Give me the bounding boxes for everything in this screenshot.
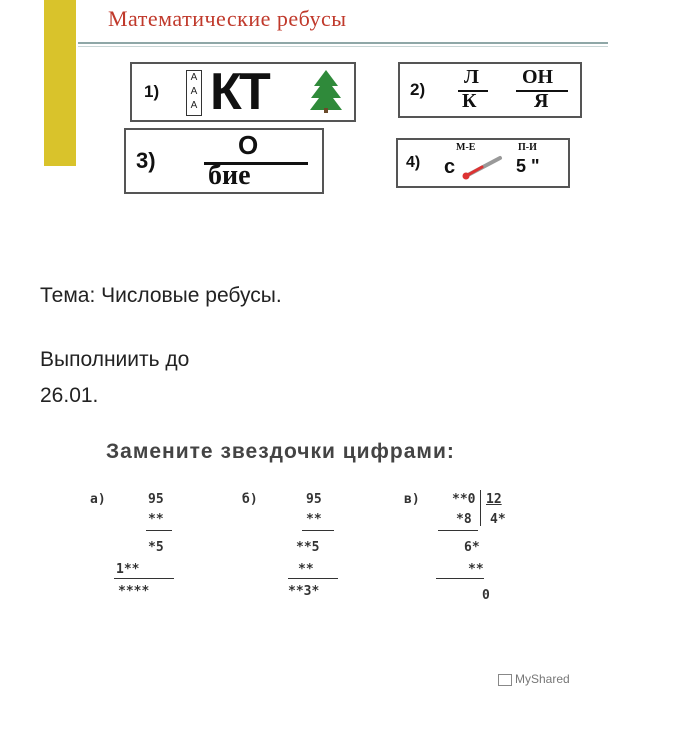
task-a-row: *5 [148,540,164,555]
watermark-text: MyShared [515,672,570,686]
task-b-line [288,578,338,579]
slide-accent-bar [44,0,76,166]
task-b-row: 95 [306,492,322,507]
task-c-divisor: 12 [486,492,502,507]
puzzle-1-number: 1) [144,82,160,101]
puzzle-3-numerator: О [238,130,259,160]
task-a-row: 1** [116,562,140,577]
lesson-theme: Тема: Числовые ребусы. [40,284,282,307]
task-b-row: **5 [296,540,320,555]
task-a-row: **** [118,584,150,599]
task-b-row: ** [298,562,314,577]
task-c-label: в) [404,492,420,507]
puzzle-3 [124,128,324,194]
task-c-row: 0 [482,588,490,603]
task-c-dividend: **0 [452,492,476,507]
puzzle-4-number: 4) [406,154,421,171]
task-b-row: ** [306,512,322,527]
title-divider [78,42,608,44]
puzzle-2 [398,62,582,118]
slide-title: Математические ребусы [108,6,347,31]
task-title: Замените звездочки цифрами: [106,440,455,463]
puzzle-2-number: 2) [410,80,426,99]
puzzle-2-bottom-left: К [462,90,477,112]
task-a-line [114,578,174,579]
stacked-a-glyphs: A A A [186,70,226,114]
puzzle-2-bottom-right: Я [534,90,549,112]
task-a-label: а) [90,492,106,507]
division-bar [480,490,481,526]
task-b-line [302,530,334,531]
puzzle-3-denominator: бие [208,160,251,191]
thermometer-icon [460,154,504,180]
task-c-line [438,530,478,531]
puzzle-4-right: 5 " [516,156,540,176]
lesson-deadline-date: 26.01. [40,384,99,407]
puzzle-3-number: 3) [136,148,156,173]
puzzle-4 [396,138,570,188]
task-a-row: ** [148,512,164,527]
title-divider-thin [78,46,608,47]
tree-icon [308,68,344,114]
puzzle-2-top-left: Л [464,66,479,88]
task-a-line [146,530,172,531]
task-c-line [436,578,484,579]
task-c-row: ** [468,562,484,577]
puzzle-4-top-left: М-Е [456,142,476,153]
puzzle-2-top-right: ОН [522,66,554,88]
task-c-row: *8 [456,512,472,527]
task-b-row: **3* [288,584,320,599]
puzzle-1 [130,62,356,122]
task-b-label: б) [242,492,258,507]
puzzle-4-letter: с [444,156,456,178]
task-c-row: 6* [464,540,480,555]
myshared-logo-icon [498,674,512,686]
task-a-row: 95 [148,492,164,507]
puzzle-1-letters: КТ [210,63,267,121]
task-c-quotient: 4* [490,512,506,527]
lesson-deadline-label: Выполниить до [40,348,190,371]
watermark [498,672,570,686]
puzzle-4-top-right: П-И [518,142,537,153]
